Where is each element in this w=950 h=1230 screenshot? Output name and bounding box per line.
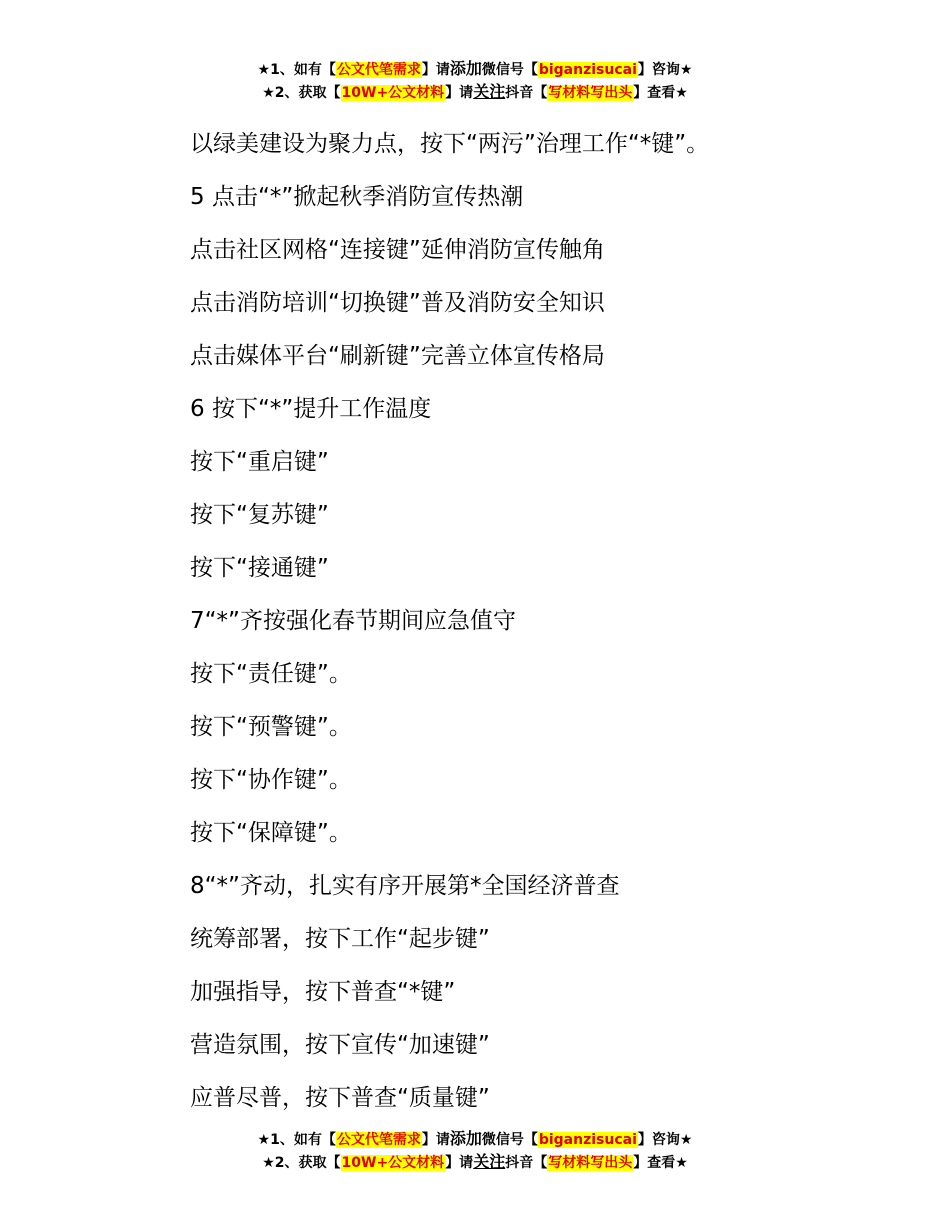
banner-text: 】查看★ — [633, 1155, 688, 1171]
paragraph: 应普尽普，按下普查“质量键” — [190, 1085, 490, 1111]
highlight-douyin-account: 写材料写出头 — [548, 1155, 633, 1171]
banner-text: 】请 — [421, 1132, 450, 1148]
paragraph: 营造氛围，按下宣传“加速键” — [190, 1032, 490, 1058]
document-body — [190, 118, 890, 1125]
banner-text: 抖音【 — [505, 1155, 548, 1171]
banner-text: 】咨询★ — [637, 1132, 693, 1148]
banner-line-2 — [0, 81, 950, 104]
banner-text: 抖音【 — [505, 85, 548, 101]
banner-line-1 — [0, 58, 950, 81]
banner-text: 微信号【 — [481, 1132, 538, 1148]
highlight-douyin-account: 写材料写出头 — [548, 85, 633, 101]
banner-text: 】请 — [445, 85, 474, 101]
paragraph: 点击社区网格“连接键”延伸消防宣传触角 — [190, 237, 605, 263]
paragraph: 按下“预警键”。 — [190, 714, 352, 740]
banner-text: 】咨询★ — [637, 62, 693, 78]
paragraph: 按下“责任键”。 — [190, 661, 352, 687]
banner-text: 微信号【 — [481, 62, 538, 78]
footer-banner — [0, 1128, 950, 1174]
paragraph: 按下“复苏键” — [190, 502, 329, 528]
paragraph: 点击消防培训“切换键”普及消防安全知识 — [190, 290, 605, 316]
banner-text: ★2、获取【 — [262, 85, 341, 101]
paragraph: 按下“接通键” — [190, 555, 329, 581]
highlight-service: 公文代笔需求 — [336, 62, 421, 78]
banner-text: ★1、如有【 — [257, 1132, 336, 1148]
highlight-wechat-id: biganzisucai — [538, 1132, 637, 1148]
banner-emphasis: 关注 — [473, 82, 506, 101]
paragraph: 按下“保障键”。 — [190, 820, 352, 846]
banner-text: ★2、获取【 — [262, 1155, 341, 1171]
highlight-materials: 10W+公文材料 — [341, 85, 445, 101]
paragraph: 点击媒体平台“刷新键”完善立体宣传格局 — [190, 343, 605, 369]
banner-text: 】请 — [445, 1155, 474, 1171]
section-heading: 8“*”齐动，扎实有序开展第*全国经济普查 — [190, 873, 620, 899]
highlight-materials: 10W+公文材料 — [341, 1155, 445, 1171]
banner-text: 】查看★ — [633, 85, 688, 101]
paragraph: 按下“重启键” — [190, 449, 329, 475]
banner-line-1 — [0, 1128, 950, 1151]
banner-emphasis: 关注 — [473, 1152, 506, 1171]
paragraph: 统筹部署，按下工作“起步键” — [190, 926, 490, 952]
highlight-service: 公文代笔需求 — [336, 1132, 421, 1148]
section-heading: 7“*”齐按强化春节期间应急值守 — [190, 608, 516, 634]
banner-text: ★1、如有【 — [257, 62, 336, 78]
paragraph: 按下“协作键”。 — [190, 767, 352, 793]
highlight-wechat-id: biganzisucai — [538, 62, 637, 78]
banner-text: 】请 — [421, 62, 450, 78]
section-heading: 6 按下“*”提升工作温度 — [190, 396, 432, 422]
paragraph: 以绿美建设为聚力点，按下“两污”治理工作“*键”。 — [190, 131, 710, 157]
header-banner — [0, 58, 950, 104]
paragraph: 加强指导，按下普查“*键” — [190, 979, 456, 1005]
banner-line-2 — [0, 1151, 950, 1174]
banner-emphasis: 添加 — [449, 59, 482, 78]
banner-emphasis: 添加 — [449, 1129, 482, 1148]
section-heading: 5 点击“*”掀起秋季消防宣传热潮 — [190, 184, 524, 210]
